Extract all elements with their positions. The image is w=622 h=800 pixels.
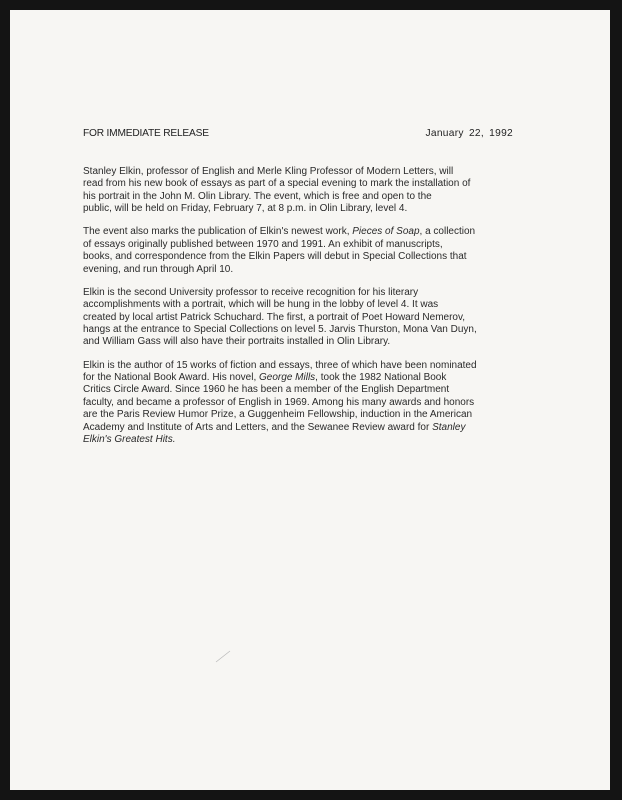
text-run: evening, and run through April 10.: [83, 263, 234, 275]
text-run: accomplishments with a portrait, which will be hung in the lobby of level 4. It was: [83, 299, 439, 311]
text-line: [83, 360, 533, 372]
text-line: [83, 299, 533, 311]
text-line: [83, 203, 533, 215]
text-run: created by local artist Patrick Schuchard. The first, a portrait of Poet Howard Nemerov,: [83, 311, 466, 323]
italic-title: Stanley: [432, 421, 466, 433]
text-run: The event also marks the publication of Elkin's newest work,: [83, 226, 353, 238]
text-run: of essays originally published between 1970 and 1991. An exhibit of manuscripts,: [83, 238, 443, 250]
text-run: Elkin is the second University professor to receive recognition for his literary: [83, 286, 419, 298]
text-run: and William Gass will also have their portraits installed in Olin Library.: [83, 336, 391, 348]
text-line: [83, 422, 533, 434]
text-run: faculty, and became a professor of English in 1969. Among his many awards and honors: [83, 396, 475, 408]
italic-title: Elkin's Greatest Hits.: [83, 434, 176, 446]
text-run: Stanley Elkin, professor of English and Merle Kling Professor of Modern Letters, will: [83, 166, 454, 177]
text-run: Critics Circle Award. Since 1960 he has been a member of the English Department: [83, 384, 450, 396]
text-line: [83, 384, 533, 396]
text-line: [83, 409, 533, 421]
text-run: , took the 1982 National Book: [315, 372, 447, 384]
release-label: FOR IMMEDIATE RELEASE: [83, 128, 209, 139]
italic-title: Pieces of Soap: [352, 226, 420, 238]
text-line: [83, 397, 533, 409]
text-run: public, will be held on Friday, February 7, at 8 p.m. in Olin Library, level 4.: [83, 203, 408, 215]
text-line: [83, 166, 533, 178]
paragraph: [83, 226, 533, 276]
text-line: [83, 226, 533, 238]
italic-title: George Mills: [259, 372, 316, 384]
text-line: [83, 287, 533, 299]
text-run: hangs at the entrance to Special Collections on level 5. Jarvis Thurston, Mona Van Duyn,: [83, 324, 477, 336]
text-run: are the Paris Review Humor Prize, a Guggenheim Fellowship, induction in the American: [83, 409, 473, 421]
text-line: [83, 312, 533, 324]
paragraph: [83, 360, 533, 447]
text-run: for the National Book Award. His novel,: [83, 372, 260, 384]
text-run: Elkin is the author of 15 works of fiction and essays, three of which have been nominated: [83, 359, 477, 371]
paragraph: [83, 287, 533, 349]
text-line: [83, 239, 533, 251]
text-line: [83, 251, 533, 263]
release-date: January 22, 1992: [425, 128, 513, 139]
text-line: [83, 372, 533, 384]
text-line: [83, 191, 533, 203]
text-line: [83, 264, 533, 276]
text-line: [83, 324, 533, 336]
text-run: read from his new book of essays as part of a special evening to mark the installation of: [83, 178, 471, 190]
text-line: [83, 336, 533, 348]
paragraph: [83, 166, 533, 216]
text-line: [83, 178, 533, 190]
text-run: Academy and Institute of Arts and Letters, and the Sewanee Review award for: [83, 421, 433, 433]
text-run: his portrait in the John M. Olin Library. The event, which is free and open to the: [83, 190, 432, 202]
text-run: books, and correspondence from the Elkin Papers will debut in Special Collections that: [83, 251, 467, 263]
letter-header: [83, 128, 527, 144]
text-line: [83, 434, 533, 446]
pencil-stray-mark: [214, 648, 234, 664]
text-run: , a collection: [419, 226, 476, 238]
press-release-body: [83, 166, 533, 457]
